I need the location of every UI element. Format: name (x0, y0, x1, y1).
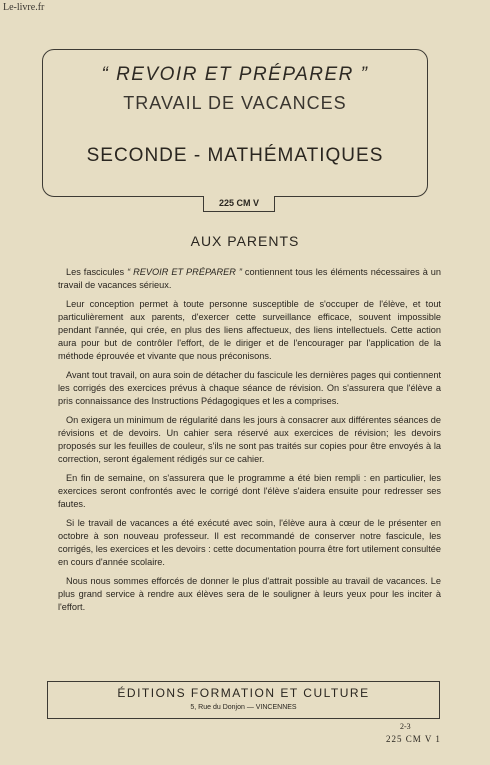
paragraph-intro-end: contiennent tous les éléments nécessaires à un travail de vacances sérieux. (58, 267, 442, 290)
paragraph-closing: Nous nous sommes efforcés de donner le plus d'attrait possible au travail de vacances. Le plus grand service à rendre aux élèves sera de le souligner à leurs yeux pour les inciter à l'effort. (58, 576, 441, 612)
section-title: AUX PARENTS (190, 233, 300, 249)
document-subtitle: TRAVAIL DE VACANCES (123, 93, 347, 113)
publisher-frame (47, 681, 440, 719)
paragraph-before-work: Avant tout travail, on aura soin de détacher du fascicule les dernières pages qui contiennent les corrigés des exercices prévus à chaque séance de révision. On s'assurera que l'élève a pris connaissance des Instructions Pédagogiques et les a comprises. (58, 370, 441, 406)
page-number: 2-3 (400, 722, 411, 731)
subject-title: SECONDE - MATHÉMATIQUES (86, 145, 384, 166)
publisher-name: ÉDITIONS FORMATION ET CULTURE (117, 686, 370, 700)
document-code-tab: 225 CM V (203, 197, 275, 212)
page-code: 225 CM V 1 (386, 734, 441, 744)
paragraph-conception: Leur conception permet à toute personne susceptible de s'occuper de l'élève, et tout particulièrement aux parents, d'exercer cette surveillance efficace, souvent impossible pendant l'année, qui crée, en plus des liens affectueux, des liens intellectuels. Cette action aura pour but de contrôler l'effort, de le diriger et de l'encourager par l'application de la méthode éprouvée et vivante que nous préconisons. (58, 299, 441, 361)
paragraph-october: Si le travail de vacances a été exécuté avec soin, l'élève aura à cœur de le présenter en octobre à son nouveau professeur. Il est recommandé de conserver notre fascicule, les corrigés, les exercices et les devoirs : cette documentation pourra être fort utilement consultée en cours d'année scolaire. (58, 518, 441, 567)
paragraph-intro (58, 266, 441, 292)
paragraph-intro-start: Les fascicules (66, 267, 128, 277)
header-frame (42, 49, 428, 197)
paragraph-end-of-week: En fin de semaine, on s'assurera que le programme a été bien rempli : en particulier, les exercices seront confrontés avec le corrigé dont l'élève s'aidera ensuite pour redresser ses fautes. (58, 473, 441, 509)
paragraph-regularity: On exigera un minimum de régularité dans les jours à consacrer aux différentes séances de révisions et de devoirs. Un cahier sera réservé aux exercices de révision; les devoirs proposés sur les feuilles de couleur, s'ils ne sont pas traités sur copies pour être envoyés à la correction, seront également rédigés sur ce cahier. (58, 415, 441, 464)
body-text (58, 266, 441, 620)
publisher-address: 5, Rue du Donjon — VINCENNES (190, 704, 297, 711)
document-title: “ REVOIR ET PRÉPARER ” (101, 64, 369, 85)
watermark-text: Le-livre.fr (3, 2, 45, 13)
series-name-emphasis: “ REVOIR ET PRÉPARER ” (127, 267, 242, 277)
